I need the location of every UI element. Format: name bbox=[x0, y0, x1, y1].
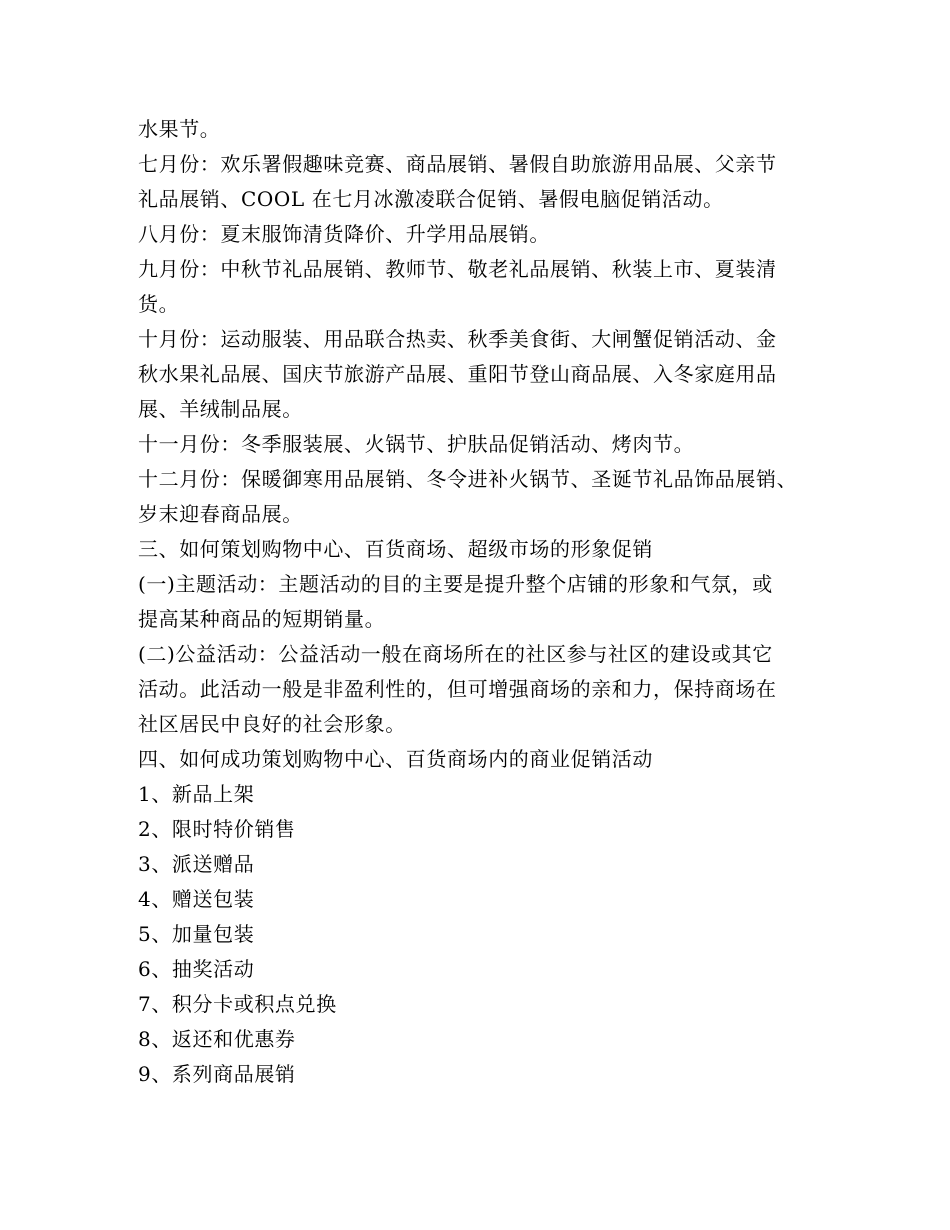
list-item: 2、限时特价销售 bbox=[138, 817, 296, 841]
list-item: 7、积分卡或积点兑换 bbox=[138, 992, 337, 1016]
list-item: 3、派送赠品 bbox=[138, 852, 255, 876]
list-item: 6、抽奖活动 bbox=[138, 957, 255, 981]
text-line: 礼品展销、COOL 在七月冰激凌联合促销、暑假电脑促销活动。 bbox=[138, 187, 724, 211]
list-item: 4、赠送包装 bbox=[138, 887, 255, 911]
text-line: 七月份：欢乐署假趣味竞赛、商品展销、暑假自助旅游用品展、父亲节 bbox=[138, 152, 777, 176]
text-line: 活动。此活动一般是非盈利性的，但可增强商场的亲和力，保持商场在 bbox=[138, 677, 777, 701]
list-item: 5、加量包装 bbox=[138, 922, 255, 946]
text-line: 提高某种商品的短期销量。 bbox=[138, 607, 386, 631]
list-item: 9、系列商品展销 bbox=[138, 1062, 296, 1086]
text-line: 岁末迎春商品展。 bbox=[138, 502, 303, 526]
section-heading: 四、如何成功策划购物中心、百货商场内的商业促销活动 bbox=[138, 747, 653, 771]
text-line: 社区居民中良好的社会形象。 bbox=[138, 712, 406, 736]
text-line: 十月份：运动服装、用品联合热卖、秋季美食街、大闸蟹促销活动、金 bbox=[138, 327, 777, 351]
text-line: (一)主题活动：主题活动的目的主要是提升整个店铺的形象和气氛，或 bbox=[138, 572, 773, 596]
list-item: 8、返还和优惠券 bbox=[138, 1027, 296, 1051]
text-line: 十一月份：冬季服装展、火锅节、护肤品促销活动、烤肉节。 bbox=[138, 432, 695, 456]
text-line: 展、羊绒制品展。 bbox=[138, 397, 303, 421]
text-line: 九月份：中秋节礼品展销、教师节、敬老礼品展销、秋装上市、夏装清 bbox=[138, 257, 777, 281]
text-line: 八月份：夏末服饰清货降价、升学用品展销。 bbox=[138, 222, 550, 246]
section-heading: 三、如何策划购物中心、百货商场、超级市场的形象促销 bbox=[138, 537, 653, 561]
text-line: 水果节。 bbox=[138, 117, 221, 141]
text-line: (二)公益活动：公益活动一般在商场所在的社区参与社区的建设或其它 bbox=[138, 642, 773, 666]
list-item: 1、新品上架 bbox=[138, 782, 255, 806]
text-line: 十二月份：保暖御寒用品展销、冬令进补火锅节、圣诞节礼品饰品展销、 bbox=[138, 467, 798, 491]
text-line: 秋水果礼品展、国庆节旅游产品展、重阳节登山商品展、入冬家庭用品 bbox=[138, 362, 777, 386]
text-line: 货。 bbox=[138, 292, 180, 316]
